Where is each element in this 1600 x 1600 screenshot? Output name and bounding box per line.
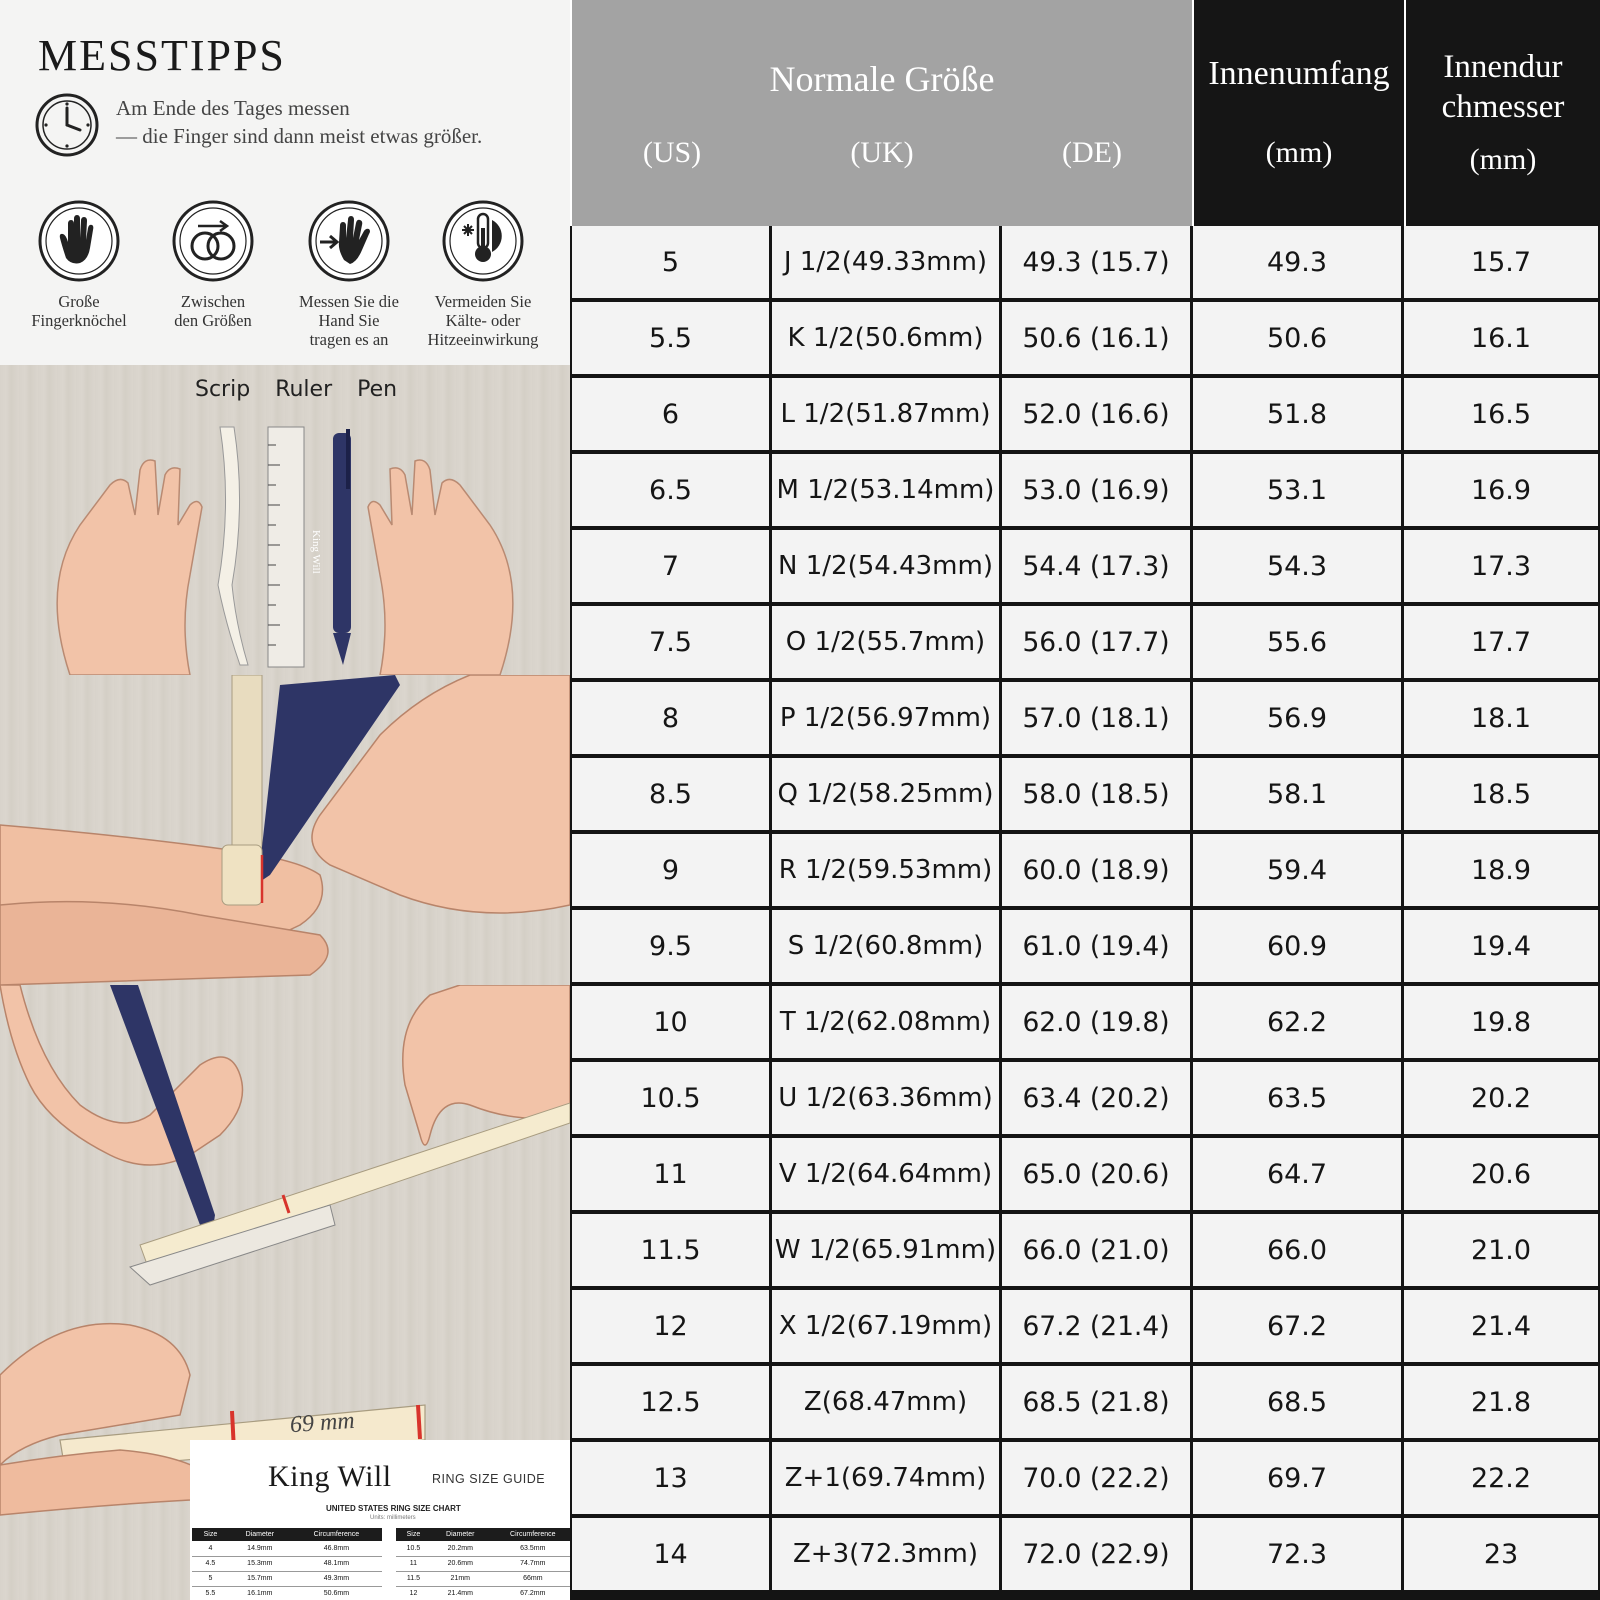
mini-cell: 10.5 — [396, 1541, 431, 1556]
cell-uk-size: J 1/2(49.33mm) — [772, 226, 999, 298]
tip-caption: Große Fingerknöchel — [31, 292, 127, 330]
table-row — [570, 302, 1600, 378]
cell-de-size: 72.0 (22.9) — [1002, 1518, 1190, 1590]
tool-label-scrip: Scrip — [195, 377, 251, 402]
table-row — [570, 1214, 1600, 1290]
header-normal-title: Normale Größe — [769, 59, 995, 99]
cell-circumference: 63.5 — [1193, 1062, 1401, 1134]
cell-us-size: 5.5 — [572, 302, 769, 374]
mini-cell: 14.9mm — [229, 1541, 291, 1556]
strip-measurement-text: 69 mm — [289, 1407, 356, 1439]
tip-caption: Vermeiden Sie Kälte- oder Hitzeeinwirkung — [427, 292, 539, 349]
cell-circumference: 49.3 — [1193, 226, 1401, 298]
cell-de-size: 61.0 (19.4) — [1002, 910, 1190, 982]
mini-header: Circumference — [291, 1528, 382, 1541]
mini-header: Size — [396, 1528, 431, 1541]
cell-diameter: 19.4 — [1404, 910, 1598, 982]
cell-de-size: 52.0 (16.6) — [1002, 378, 1190, 450]
header-circ-title: Innenumfang — [1208, 55, 1390, 92]
cell-diameter: 21.8 — [1404, 1366, 1598, 1438]
mini-cell: 12 — [396, 1586, 431, 1600]
cell-de-size: 58.0 (18.5) — [1002, 758, 1190, 830]
tip-measure-wearing-hand — [279, 198, 419, 349]
cell-uk-size: U 1/2(63.36mm) — [772, 1062, 999, 1134]
mini-cell: 5.5 — [192, 1586, 229, 1600]
mini-cell: 15.7mm — [229, 1571, 291, 1586]
header-dia-title: Innendur chmesser — [1441, 49, 1565, 125]
cell-circumference: 53.1 — [1193, 454, 1401, 526]
cell-diameter: 16.1 — [1404, 302, 1598, 374]
cell-de-size: 62.0 (19.8) — [1002, 986, 1190, 1058]
mini-cell: 74.7mm — [490, 1556, 570, 1571]
mini-cell: 66mm — [490, 1571, 570, 1586]
cell-circumference: 58.1 — [1193, 758, 1401, 830]
cell-us-size: 6.5 — [572, 454, 769, 526]
table-row — [570, 1518, 1600, 1594]
cell-uk-size: Z+1(69.74mm) — [772, 1442, 999, 1514]
cell-uk-size: Z+3(72.3mm) — [772, 1518, 999, 1590]
clock-icon — [34, 92, 100, 158]
tips-title: MESSTIPPS — [38, 31, 286, 80]
table-row — [396, 1586, 570, 1600]
cell-de-size: 57.0 (18.1) — [1002, 682, 1190, 754]
tip-large-knuckles — [9, 198, 149, 330]
cell-de-size: 70.0 (22.2) — [1002, 1442, 1190, 1514]
cell-circumference: 67.2 — [1193, 1290, 1401, 1362]
table-row — [192, 1556, 382, 1571]
mini-cell: 63.5mm — [490, 1541, 570, 1556]
table-row — [570, 530, 1600, 606]
cell-de-size: 53.0 (16.9) — [1002, 454, 1190, 526]
cell-diameter: 21.0 — [1404, 1214, 1598, 1286]
header-us: (US) — [642, 136, 702, 169]
cell-us-size: 11 — [572, 1138, 769, 1210]
mini-cell: 11 — [396, 1556, 431, 1571]
cell-us-size: 9 — [572, 834, 769, 906]
cell-uk-size: P 1/2(56.97mm) — [772, 682, 999, 754]
guide-units: Units: millimeters — [370, 1515, 416, 1521]
tip-caption: Messen Sie die Hand Sie tragen es an — [299, 292, 399, 349]
header-normal-size — [572, 0, 1192, 226]
guide-subtitle: RING SIZE GUIDE — [432, 1472, 546, 1486]
cell-uk-size: K 1/2(50.6mm) — [772, 302, 999, 374]
table-row — [570, 910, 1600, 986]
cell-circumference: 60.9 — [1193, 910, 1401, 982]
tip-between-sizes — [143, 198, 283, 330]
cell-uk-size: S 1/2(60.8mm) — [772, 910, 999, 982]
header-inner-circumference — [1194, 0, 1404, 226]
cell-diameter: 22.2 — [1404, 1442, 1598, 1514]
cell-de-size: 50.6 (16.1) — [1002, 302, 1190, 374]
cell-de-size: 65.0 (20.6) — [1002, 1138, 1190, 1210]
cell-diameter: 20.2 — [1404, 1062, 1598, 1134]
tip-text-line2: — die Finger sind dann meist etwas größer. — [116, 124, 483, 148]
cell-us-size: 10 — [572, 986, 769, 1058]
rings-icon — [170, 198, 256, 284]
cell-uk-size: V 1/2(64.64mm) — [772, 1138, 999, 1210]
tool-label-ruler: Ruler — [275, 377, 333, 402]
cell-diameter: 23 — [1404, 1518, 1598, 1590]
mini-header: Diameter — [229, 1528, 291, 1541]
header-inner-diameter — [1406, 0, 1600, 226]
mini-header: Size — [192, 1528, 229, 1541]
cell-diameter: 15.7 — [1404, 226, 1598, 298]
mini-cell: 20.6mm — [431, 1556, 490, 1571]
cell-us-size: 10.5 — [572, 1062, 769, 1134]
cell-us-size: 5 — [572, 226, 769, 298]
mini-cell: 48.1mm — [291, 1556, 382, 1571]
cell-diameter: 21.4 — [1404, 1290, 1598, 1362]
cell-de-size: 68.5 (21.8) — [1002, 1366, 1190, 1438]
tip-caption: Zwischen den Größen — [174, 292, 252, 330]
ring-size-table — [570, 0, 1600, 1600]
table-row — [570, 682, 1600, 758]
cell-circumference: 66.0 — [1193, 1214, 1401, 1286]
cell-us-size: 14 — [572, 1518, 769, 1590]
cell-us-size: 9.5 — [572, 910, 769, 982]
cell-circumference: 72.3 — [1193, 1518, 1401, 1590]
cell-diameter: 18.1 — [1404, 682, 1598, 754]
step1-tools-illustration — [0, 365, 570, 675]
mini-cell: 50.6mm — [291, 1586, 382, 1600]
mini-cell: 21.4mm — [431, 1586, 490, 1600]
cell-circumference: 62.2 — [1193, 986, 1401, 1058]
cell-us-size: 12.5 — [572, 1366, 769, 1438]
step2-wrap-illustration — [0, 675, 570, 985]
mini-cell: 16.1mm — [229, 1586, 291, 1600]
mini-cell: 20.2mm — [431, 1541, 490, 1556]
table-row — [570, 1138, 1600, 1214]
cell-de-size: 67.2 (21.4) — [1002, 1290, 1190, 1362]
cell-diameter: 18.5 — [1404, 758, 1598, 830]
cell-circumference: 59.4 — [1193, 834, 1401, 906]
cell-circumference: 54.3 — [1193, 530, 1401, 602]
hand-icon — [36, 198, 122, 284]
cell-circumference: 56.9 — [1193, 682, 1401, 754]
header-circ-unit: (mm) — [1265, 136, 1333, 169]
cell-circumference: 69.7 — [1193, 1442, 1401, 1514]
table-row — [570, 758, 1600, 834]
cell-uk-size: L 1/2(51.87mm) — [772, 378, 999, 450]
cell-uk-size: N 1/2(54.43mm) — [772, 530, 999, 602]
mini-cell: 49.3mm — [291, 1571, 382, 1586]
cell-uk-size: Z(68.47mm) — [772, 1366, 999, 1438]
cell-de-size: 54.4 (17.3) — [1002, 530, 1190, 602]
guide-chart-title: UNITED STATES RING SIZE CHART — [326, 1504, 461, 1513]
cell-circumference: 55.6 — [1193, 606, 1401, 678]
cell-uk-size: O 1/2(55.7mm) — [772, 606, 999, 678]
pen-brand-text: King Will — [310, 530, 322, 574]
cell-uk-size: W 1/2(65.91mm) — [772, 1214, 999, 1286]
table-row — [570, 834, 1600, 910]
mini-cell: 11.5 — [396, 1571, 431, 1586]
cell-diameter: 17.3 — [1404, 530, 1598, 602]
hand-arrow-icon — [306, 198, 392, 284]
cell-diameter: 16.5 — [1404, 378, 1598, 450]
table-row — [570, 454, 1600, 530]
mini-cell: 67.2mm — [490, 1586, 570, 1600]
tool-label-pen: Pen — [357, 377, 398, 402]
table-row — [570, 226, 1600, 302]
cell-de-size: 49.3 (15.7) — [1002, 226, 1190, 298]
cell-us-size: 11.5 — [572, 1214, 769, 1286]
mini-header: Circumference — [490, 1528, 570, 1541]
tools-labels — [195, 377, 407, 402]
cell-de-size: 56.0 (17.7) — [1002, 606, 1190, 678]
table-row — [396, 1571, 570, 1586]
cell-circumference: 68.5 — [1193, 1366, 1401, 1438]
table-row — [570, 1290, 1600, 1366]
temperature-icon — [440, 198, 526, 284]
cell-us-size: 7.5 — [572, 606, 769, 678]
table-row — [396, 1556, 570, 1571]
cell-us-size: 13 — [572, 1442, 769, 1514]
cell-circumference: 51.8 — [1193, 378, 1401, 450]
header-uk: (UK) — [850, 136, 914, 169]
mini-size-table-b — [396, 1528, 570, 1600]
mini-cell: 46.8mm — [291, 1541, 382, 1556]
cell-diameter: 16.9 — [1404, 454, 1598, 526]
cell-de-size: 60.0 (18.9) — [1002, 834, 1190, 906]
mini-cell: 21mm — [431, 1571, 490, 1586]
cell-us-size: 6 — [572, 378, 769, 450]
cell-circumference: 64.7 — [1193, 1138, 1401, 1210]
measuring-tips — [0, 0, 570, 365]
cell-diameter: 18.9 — [1404, 834, 1598, 906]
cell-uk-size: T 1/2(62.08mm) — [772, 986, 999, 1058]
brand-logo: King Will — [268, 1460, 392, 1493]
table-row — [570, 606, 1600, 682]
table-row — [192, 1541, 382, 1556]
cell-us-size: 8 — [572, 682, 769, 754]
table-row — [192, 1586, 382, 1600]
mini-header: Diameter — [431, 1528, 490, 1541]
cell-us-size: 7 — [572, 530, 769, 602]
table-row — [570, 1366, 1600, 1442]
ring-size-guide-card — [190, 1440, 570, 1600]
header-de: (DE) — [1062, 136, 1122, 169]
cell-circumference: 50.6 — [1193, 302, 1401, 374]
table-body — [570, 226, 1600, 1600]
mini-cell: 4.5 — [192, 1556, 229, 1571]
cell-de-size: 66.0 (21.0) — [1002, 1214, 1190, 1286]
header-dia-unit: (mm) — [1469, 143, 1537, 176]
table-row — [570, 1442, 1600, 1518]
table-row — [192, 1571, 382, 1586]
measuring-guide-panel — [0, 0, 570, 1600]
cell-uk-size: M 1/2(53.14mm) — [772, 454, 999, 526]
mini-size-table-a — [192, 1528, 382, 1600]
mini-cell: 5 — [192, 1571, 229, 1586]
cell-diameter: 19.8 — [1404, 986, 1598, 1058]
step3-measure-illustration — [0, 985, 570, 1315]
table-row — [570, 378, 1600, 454]
cell-diameter: 20.6 — [1404, 1138, 1598, 1210]
cell-us-size: 8.5 — [572, 758, 769, 830]
table-row — [570, 986, 1600, 1062]
mini-cell: 4 — [192, 1541, 229, 1556]
mini-cell: 15.3mm — [229, 1556, 291, 1571]
tip-text-line1: Am Ende des Tages messen — [116, 96, 350, 120]
cell-uk-size: Q 1/2(58.25mm) — [772, 758, 999, 830]
cell-uk-size: X 1/2(67.19mm) — [772, 1290, 999, 1362]
cell-uk-size: R 1/2(59.53mm) — [772, 834, 999, 906]
cell-diameter: 17.7 — [1404, 606, 1598, 678]
cell-us-size: 12 — [572, 1290, 769, 1362]
cell-de-size: 63.4 (20.2) — [1002, 1062, 1190, 1134]
tip-avoid-temperature — [413, 198, 553, 349]
table-row — [570, 1062, 1600, 1138]
table-row — [396, 1541, 570, 1556]
